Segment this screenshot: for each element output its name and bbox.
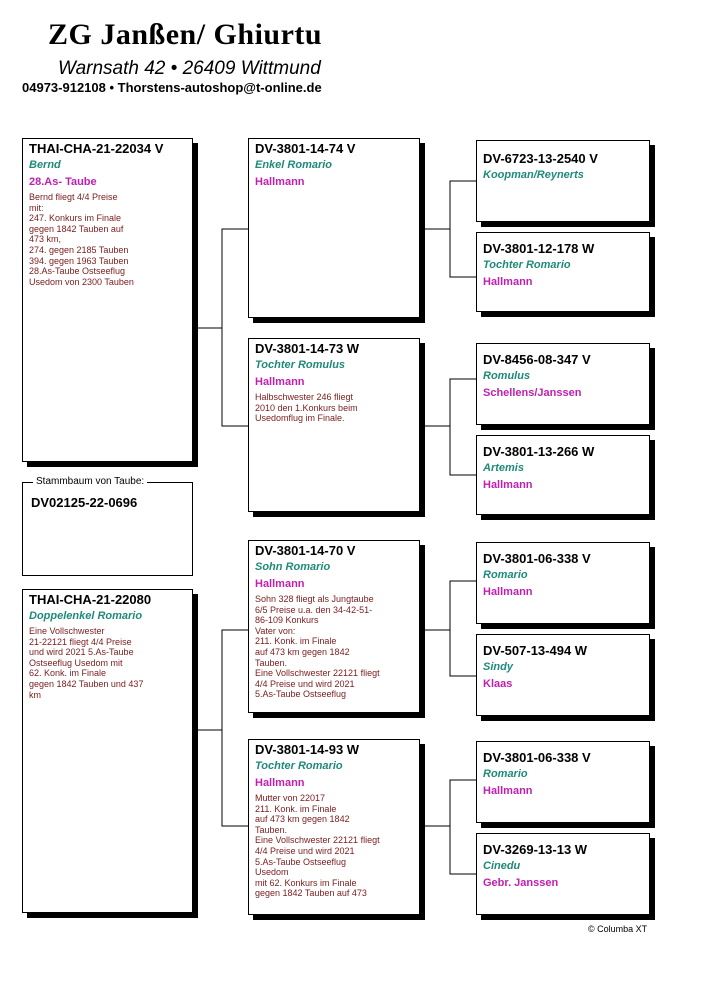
connector-mm	[420, 780, 476, 874]
pigeon-name: Doppelenkel Romario	[29, 610, 143, 622]
breeder-name: 28.As- Taube	[29, 176, 97, 188]
ring-number: DV-6723-13-2540 V	[483, 151, 598, 166]
ring-number: DV-3269-13-13 W	[483, 842, 588, 857]
pigeon-name: Sohn Romario	[255, 561, 331, 573]
great-grandparent-box-ffm	[476, 232, 650, 312]
connector-ff	[420, 181, 476, 277]
connector-father	[193, 229, 248, 426]
stammbaum-label: Stammbaum von Taube:	[33, 476, 147, 488]
breeder-name: Hallmann	[483, 785, 533, 797]
pigeon-name: Koopman/Reynerts	[483, 169, 584, 181]
ring-number: DV-8456-08-347 V	[483, 352, 591, 367]
pigeon-name: Cinedu	[483, 860, 521, 872]
pigeon-name: Romario	[483, 768, 528, 780]
performance-info: Halbschwester 246 fliegt 2010 den 1.Konkurs beim Usedomflug im Finale.	[255, 392, 358, 424]
connector-mf	[420, 581, 476, 676]
paternal-grandfather-box	[248, 138, 420, 318]
ring-number: DV-3801-14-93 W	[255, 742, 360, 757]
ring-number: DV-3801-14-73 W	[255, 341, 360, 356]
great-grandparent-box-mmf	[476, 741, 650, 823]
pigeon-name: Enkel Romario	[255, 159, 333, 171]
great-grandparent-box-fmm	[476, 435, 650, 515]
father-box	[22, 138, 193, 462]
breeder-title: ZG Janßen/ Ghiurtu	[48, 18, 323, 51]
breeder-name: Hallmann	[483, 479, 533, 491]
breeder-name: Hallmann	[255, 176, 305, 188]
ring-number: THAI-CHA-21-22080	[29, 592, 152, 607]
address: Warnsath 42 • 26409 Wittmund	[58, 58, 321, 79]
pigeon-name: Tochter Romario	[483, 259, 571, 271]
pigeon-name: Sindy	[483, 661, 513, 673]
great-grandparent-box-fff	[476, 140, 650, 222]
stammbaum-box	[22, 476, 193, 576]
breeder-name: Hallmann	[255, 376, 305, 388]
pigeon-name: Romario	[483, 569, 528, 581]
ring-number: DV-3801-06-338 V	[483, 551, 591, 566]
ring-number: THAI-CHA-21-22034 V	[29, 141, 164, 156]
performance-info: Bernd fliegt 4/4 Preise mit: 247. Konkurs im Finale gegen 1842 Tauben auf 473 km, 274. gegen 2185 Tauben 394. gegen 1963 Tauben 28.As-Taube Ostseeflug Usedom von 2300 Tauben	[29, 192, 134, 287]
copyright: © Columba XT	[588, 924, 648, 934]
pigeon-name: Tochter Romario	[255, 760, 343, 772]
ring-number: DV-3801-13-266 W	[483, 444, 595, 459]
ring-number: DV-3801-12-178 W	[483, 241, 595, 256]
pigeon-name: Romulus	[483, 370, 531, 382]
contact-line: 04973-912108 • Thorstens-autoshop@t-online.de	[22, 80, 322, 95]
pigeon-name: Bernd	[29, 159, 61, 171]
breeder-name: Hallmann	[483, 276, 533, 288]
maternal-grandfather-box	[248, 540, 420, 713]
performance-info: Sohn 328 fliegt als Jungtaube 6/5 Preise u.a. den 34-42-51- 86-109 Konkurs Vater von: 211. Konk. im Finale auf 473 km gegen 1842 Tauben. Eine Vollschwester 22121 fliegt 4/4 Preise und wird 2021 5.As-Taube Ostseeflug	[255, 594, 380, 700]
mother-box	[22, 589, 193, 913]
performance-info: Eine Vollschwester 21-22121 fliegt 4/4 Preise und wird 2021 5.As-Taube Ostseeflug Usedom mit 62. Konk. im Finale gegen 1842 Tauben und 437 km	[29, 626, 144, 700]
ring-number: DV-3801-14-74 V	[255, 141, 356, 156]
great-grandparent-box-mmm	[476, 833, 650, 915]
connector-mother	[193, 630, 248, 826]
breeder-name: Gebr. Janssen	[483, 877, 559, 889]
breeder-name: Schellens/Janssen	[483, 387, 582, 399]
great-grandparent-box-fmf	[476, 343, 650, 425]
pigeon-name: Artemis	[483, 462, 524, 474]
ring-number: DV-3801-06-338 V	[483, 750, 591, 765]
pigeon-name: Tochter Romulus	[255, 359, 346, 371]
maternal-grandmother-box	[248, 739, 420, 915]
paternal-grandmother-box	[248, 338, 420, 512]
breeder-name: Klaas	[483, 678, 513, 690]
breeder-name: Hallmann	[255, 777, 305, 789]
breeder-name: Hallmann	[483, 586, 533, 598]
great-grandparent-box-mfm	[476, 634, 650, 716]
great-grandparent-box-mff	[476, 542, 650, 624]
ring-number: DV-3801-14-70 V	[255, 543, 356, 558]
breeder-name: Hallmann	[255, 578, 305, 590]
ring-number: DV-507-13-494 W	[483, 643, 588, 658]
performance-info: Mutter von 22017 211. Konk. im Finale auf 473 km gegen 1842 Tauben. Eine Vollschwester 22121 fliegt 4/4 Preise und wird 2021 5.As-Taube Ostseeflug Usedom mit 62. Konkurs im Finale gegen 1842 Tauben auf 473	[255, 793, 380, 899]
stammbaum-ring: DV02125-22-0696	[31, 495, 138, 510]
connector-fm	[420, 379, 476, 475]
